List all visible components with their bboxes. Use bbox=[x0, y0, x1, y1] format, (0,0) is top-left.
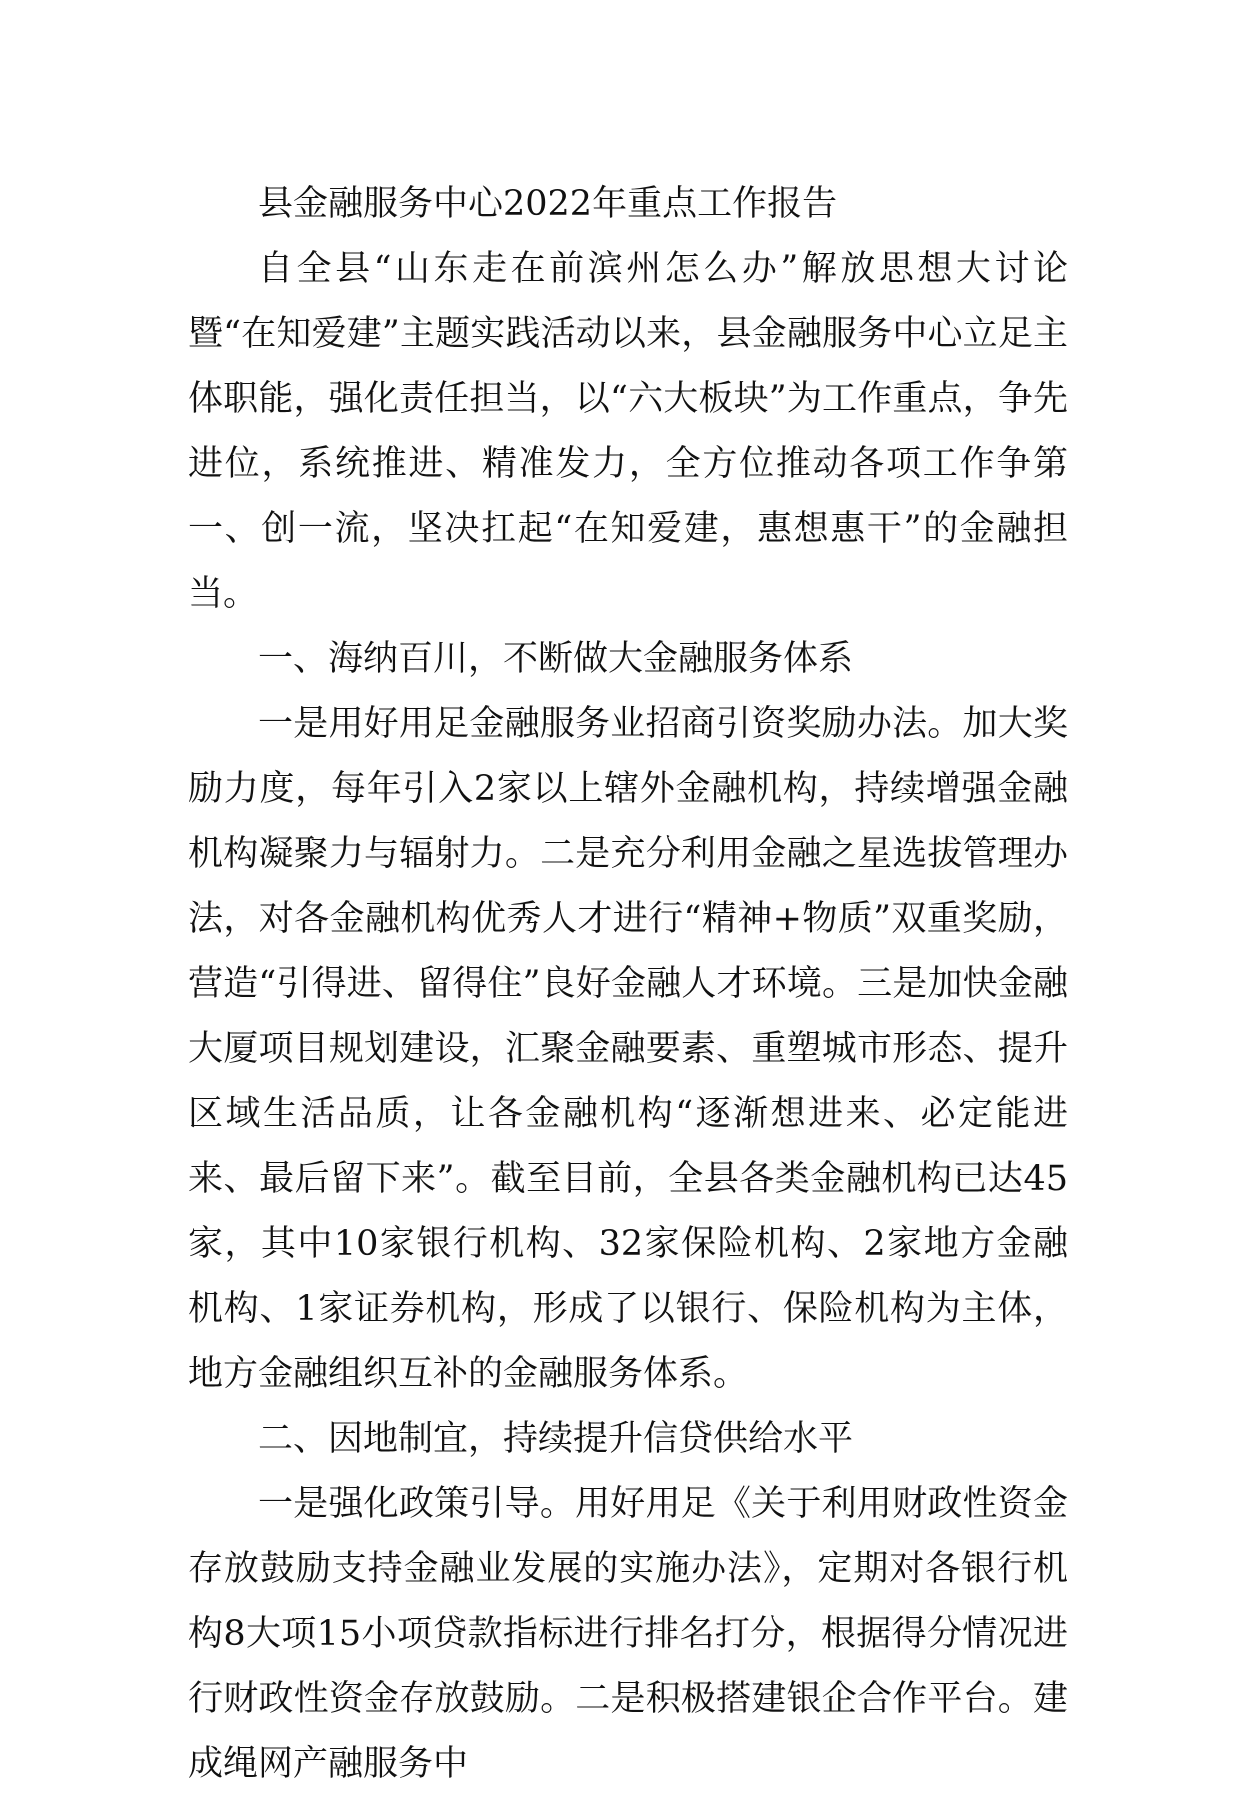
section-1-paragraph: 一是用好用足金融服务业招商引资奖励办法。加大奖励力度，每年引入2家以上辖外金融机构，持续增强金融机构凝聚力与辐射力。二是充分利用金融之星选拔管理办法，对各金融机构优秀人才进行“精神+物质”双重奖励，营造“引得进、留得住”良好金融人才环境。三是加快金融大厦项目规划建设，汇聚金融要素、重塑城市形态、提升区域生活品质，让各金融机构“逐渐想进来、必定能进来、最后留下来”。截至目前，全县各类金融机构已达45家，其中10家银行机构、32家保险机构、2家地方金融机构、1家证券机构，形成了以银行、保险机构为主体，地方金融组织互补的金融服务体系。 bbox=[188, 704, 1068, 1394]
document-title: 县金融服务中心2022年重点工作报告 bbox=[258, 184, 838, 224]
section-1-heading: 一、海纳百川，不断做大金融服务体系 bbox=[258, 639, 854, 679]
section-2-heading: 二、因地制宜，持续提升信贷供给水平 bbox=[258, 1419, 854, 1459]
section-2-paragraph: 一是强化政策引导。用好用足《关于利用财政性资金存放鼓励支持金融业发展的实施办法》，定期对各银行机构8大项15小项贷款指标进行排名打分，根据得分情况进行财政性资金存放鼓励。二是积极搭建银企合作平台。建成绳网产融服务中 bbox=[188, 1484, 1068, 1784]
document-body bbox=[188, 172, 1068, 1797]
intro-paragraph: 自全县“山东走在前滨州怎么办”解放思想大讨论暨“在知爱建”主题实践活动以来，县金融服务中心立足主体职能，强化责任担当，以“六大板块”为工作重点，争先进位，系统推进、精准发力，全方位推动各项工作争第一、创一流，坚决扛起“在知爱建，惠想惠干”的金融担当。 bbox=[188, 249, 1068, 614]
